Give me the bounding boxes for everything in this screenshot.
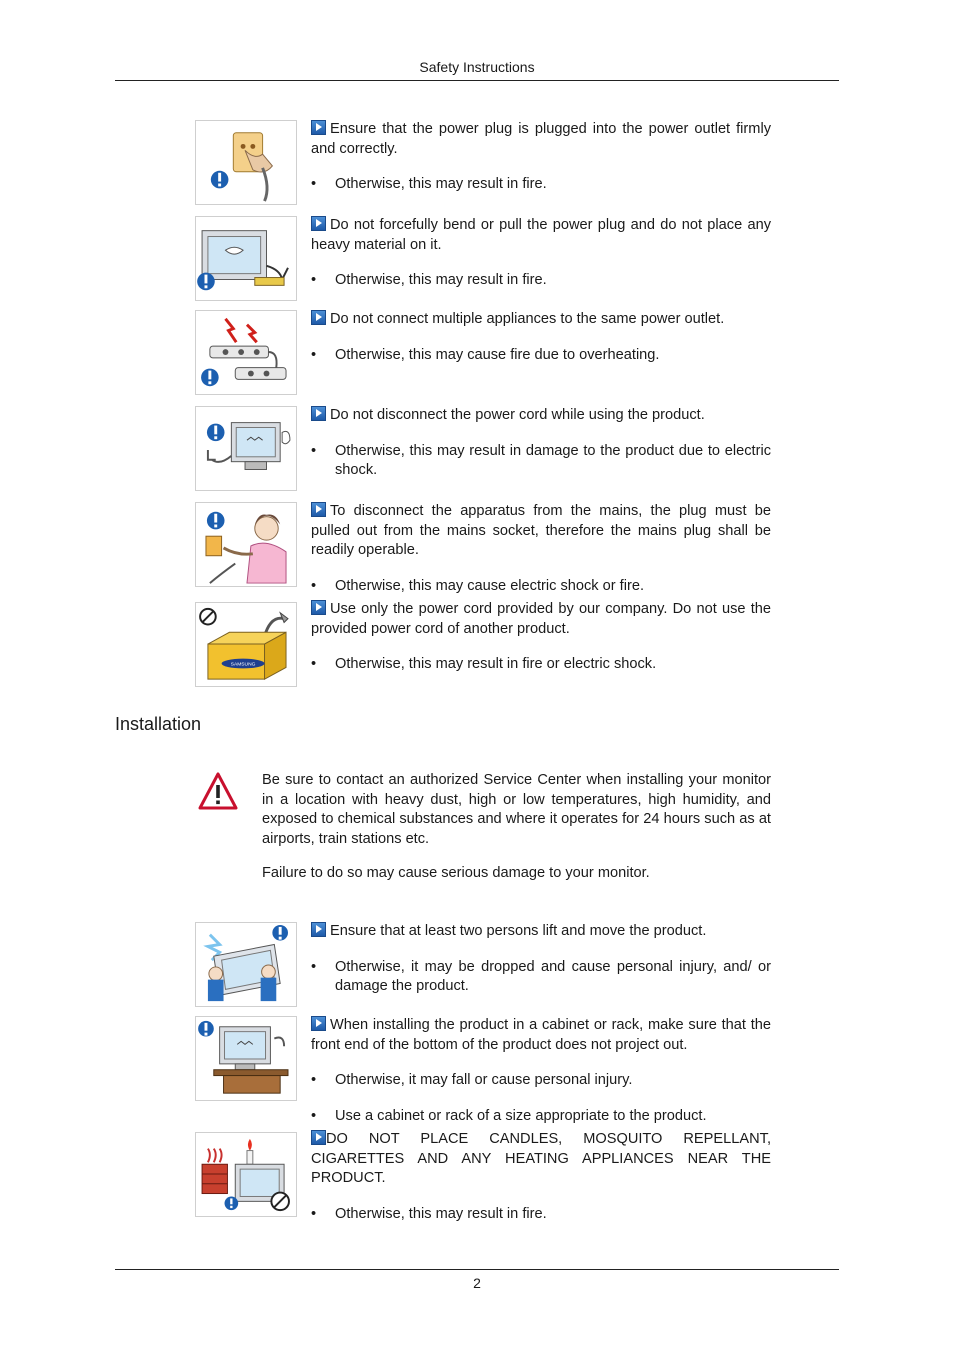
item-lead: When installing the product in a cabinet or rack, make sure that the front end of the bottom of the product does not project out. (311, 1017, 771, 1053)
two-persons-lifting-illustration (195, 922, 297, 1007)
bullet-item: • Otherwise, it may be dropped and cause personal injury, and/ or damage the product. (311, 958, 771, 997)
bullet-list (311, 1071, 771, 1126)
blue-triangle-marker-icon (311, 216, 326, 231)
page-number: 2 (473, 1275, 481, 1291)
blue-triangle-marker-icon (311, 600, 326, 615)
bullet-item: • Use a cabinet or rack of a size appropriate to the product. (311, 1107, 771, 1127)
warning-triangle-icon (197, 771, 239, 811)
candle-heater-illustration (195, 1132, 297, 1217)
item-lead: Ensure that the power plug is plugged into the power outlet firmly and correctly. (311, 121, 771, 157)
blue-triangle-marker-icon (311, 310, 326, 325)
blue-triangle-marker-icon (311, 120, 326, 135)
bullet-list (311, 577, 771, 597)
bullet-list (311, 1205, 771, 1225)
blue-triangle-marker-icon (311, 1016, 326, 1031)
caution-paragraph: Be sure to contact an authorized Service Center when installing your monitor in a location with heavy dust, high or low temperatures, high humidity, and exposed to chemical substances and where it operates for 24 hours such as at airports, train stations etc. (262, 772, 771, 847)
footer-rule (115, 1269, 839, 1270)
bullet-item: • Otherwise, this may result in damage to the product due to electric shock. (311, 442, 771, 481)
bullet-list (311, 346, 771, 366)
bullet-list (311, 271, 771, 291)
bullet-item: • Otherwise, it may fall or cause personal injury. (311, 1071, 771, 1091)
item-lead: Use only the power cord provided by our company. Do not use the provided power cord of another product. (311, 601, 771, 637)
monitor-cord-illustration (195, 216, 297, 301)
multi-plug-outlet-illustration (195, 310, 297, 395)
bullet-item: • Otherwise, this may result in fire. (311, 1205, 771, 1225)
power-cord-box-illustration (195, 602, 297, 687)
bullet-item: • Otherwise, this may cause fire due to overheating. (311, 346, 771, 366)
bullet-item: • Otherwise, this may result in fire. (311, 175, 771, 195)
blue-triangle-marker-icon (311, 502, 326, 517)
header-rule (115, 80, 839, 81)
monitor-on-cabinet-illustration (195, 1016, 297, 1101)
item-lead: Do not disconnect the power cord while using the product. (311, 406, 771, 426)
section-heading: Installation (115, 714, 202, 734)
item-lead: Ensure that at least two persons lift and move the product. (311, 922, 771, 942)
bullet-list (311, 655, 771, 675)
bullet-list (311, 958, 771, 997)
bullet-item: • Otherwise, this may result in fire or electric shock. (311, 655, 771, 675)
item-lead: DO NOT PLACE CANDLES, MOSQUITO REPELLANT, CIGARETTES AND ANY HEATING APPLIANCES NEAR THE PRODUCT. (311, 1131, 771, 1186)
bullet-list (311, 175, 771, 195)
item-lead: Do not forcefully bend or pull the power plug and do not place any heavy material on it. (311, 217, 771, 253)
header-title: Safety Instructions (419, 59, 535, 75)
item-lead: To disconnect the apparatus from the mains, the plug must be pulled out from the mains socket, therefore the mains plug shall be readily operable. (311, 503, 771, 558)
bullet-item: • Otherwise, this may result in fire. (311, 271, 771, 291)
monitor-unplug-illustration (195, 406, 297, 491)
box-logo-text: SAMSUNG (230, 662, 256, 668)
caution-paragraph: Failure to do so may cause serious damage to your monitor. (262, 865, 650, 881)
blue-triangle-marker-icon (311, 922, 326, 937)
bullet-item: • Otherwise, this may cause electric shock or fire. (311, 577, 771, 597)
plug-outlet-illustration (195, 120, 297, 205)
blue-triangle-marker-icon (311, 406, 326, 421)
bullet-list (311, 442, 771, 481)
woman-unplugging-illustration (195, 502, 297, 587)
blue-triangle-marker-icon (311, 1130, 326, 1145)
item-lead: Do not connect multiple appliances to the same power outlet. (311, 310, 771, 330)
